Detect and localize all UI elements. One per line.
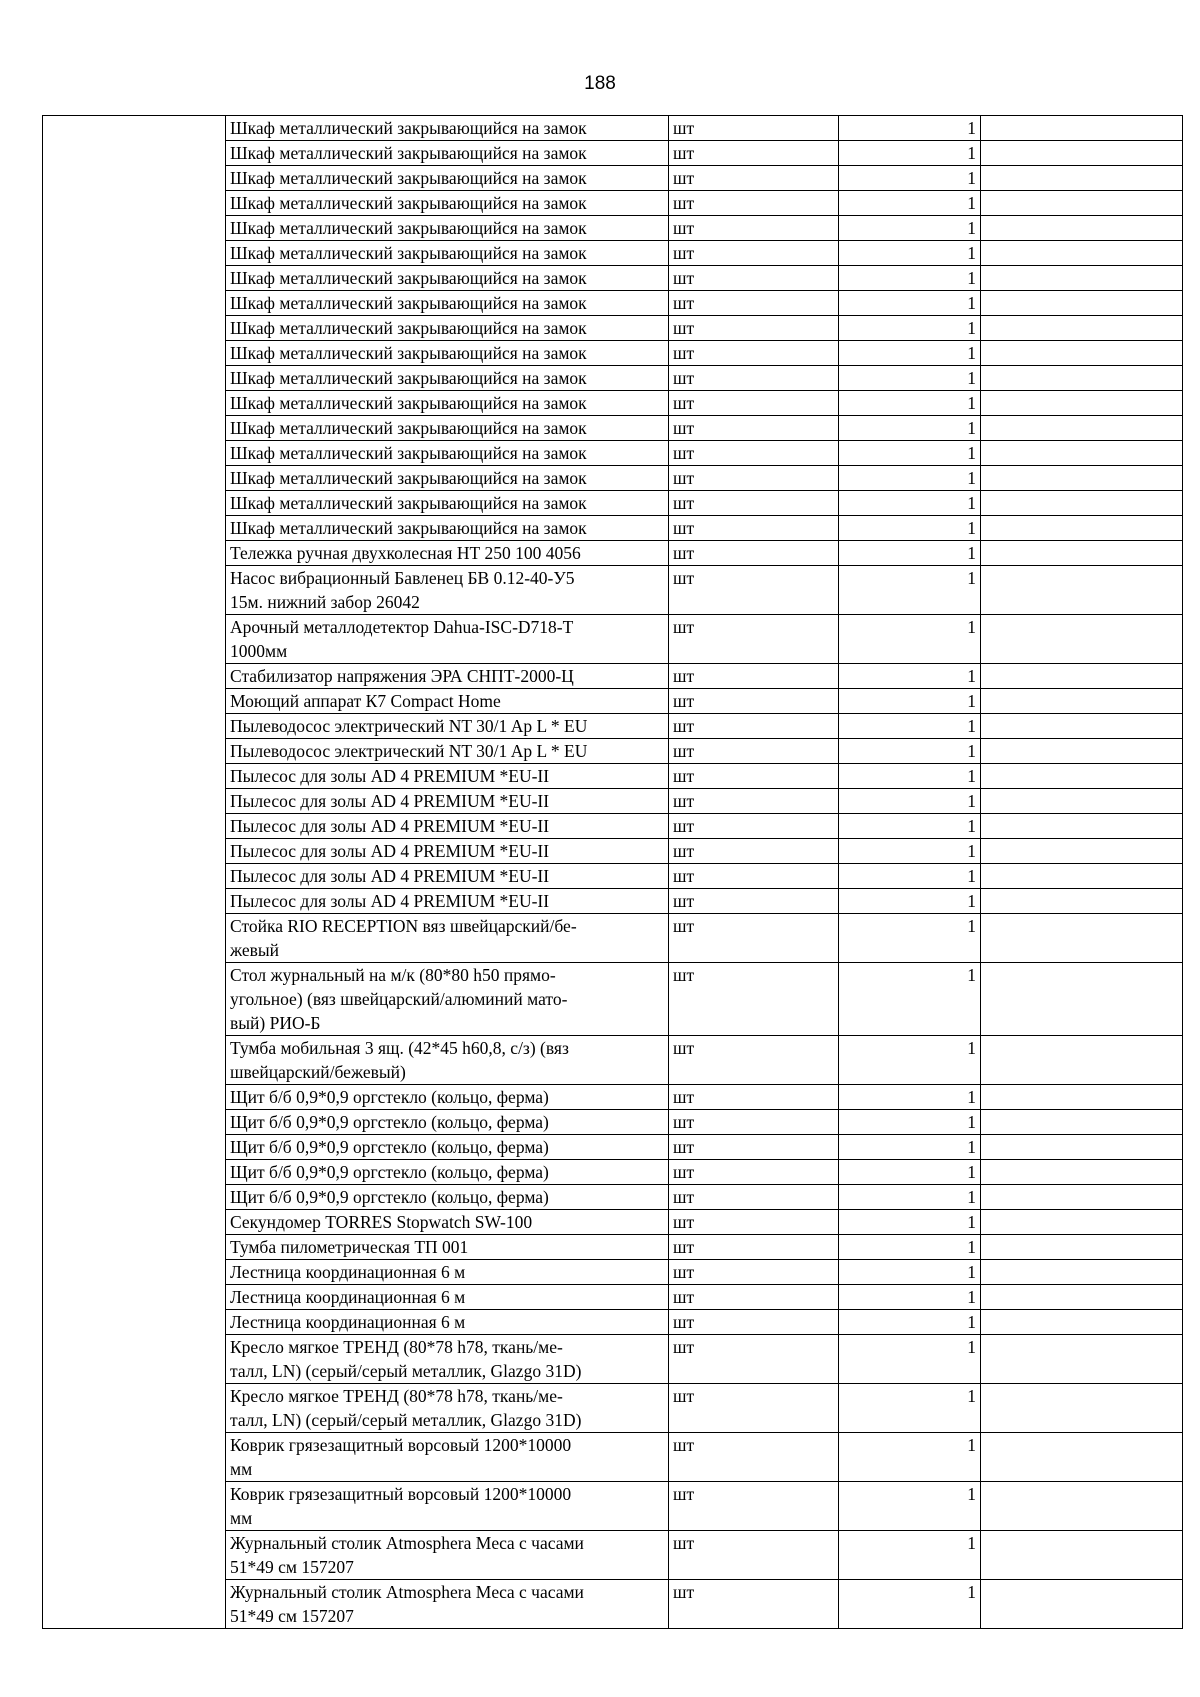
quantity-cell: 1 xyxy=(839,141,981,166)
item-name-cell xyxy=(226,615,669,664)
item-name-line: Пылесос для золы AD 4 PREMIUM *EU-II xyxy=(230,841,550,861)
unit-cell: шт xyxy=(669,1085,839,1110)
quantity-cell: 1 xyxy=(839,1135,981,1160)
item-name-line: Тумба мобильная 3 ящ. (42*45 h60,8, с/з) (вяз xyxy=(230,1038,569,1058)
note-cell xyxy=(981,516,1183,541)
note-cell xyxy=(981,1310,1183,1335)
unit-cell: шт xyxy=(669,1260,839,1285)
item-name-line: Щит б/б 0,9*0,9 оргстекло (кольцо, ферма) xyxy=(230,1137,549,1157)
item-name-line: Шкаф металлический закрывающийся на замок xyxy=(230,318,587,338)
quantity-cell: 1 xyxy=(839,789,981,814)
unit-cell: шт xyxy=(669,216,839,241)
item-name-line: Шкаф металлический закрывающийся на замок xyxy=(230,443,587,463)
unit-cell: шт xyxy=(669,764,839,789)
item-name-cell xyxy=(226,166,669,191)
item-name-line: 1000мм xyxy=(230,641,288,661)
unit-cell: шт xyxy=(669,864,839,889)
item-name-cell xyxy=(226,1110,669,1135)
note-cell xyxy=(981,266,1183,291)
quantity-cell: 1 xyxy=(839,166,981,191)
quantity-cell: 1 xyxy=(839,266,981,291)
note-cell xyxy=(981,1580,1183,1629)
unit-cell: шт xyxy=(669,166,839,191)
unit-cell: шт xyxy=(669,1160,839,1185)
item-name-line: Лестница координационная 6 м xyxy=(230,1312,466,1332)
item-name-line: Журнальный столик Atmosphera Meca с часами xyxy=(230,1582,584,1602)
item-name-line: Шкаф металлический закрывающийся на замок xyxy=(230,293,587,313)
unit-cell: шт xyxy=(669,739,839,764)
item-name-line: Щит б/б 0,9*0,9 оргстекло (кольцо, ферма) xyxy=(230,1187,549,1207)
quantity-cell: 1 xyxy=(839,466,981,491)
item-name-cell xyxy=(226,516,669,541)
note-cell xyxy=(981,789,1183,814)
item-name-line: Шкаф металлический закрывающийся на замок xyxy=(230,118,587,138)
item-name-line: Тумба пилометрическая ТП 001 xyxy=(230,1237,469,1257)
item-name-line: Пылесос для золы AD 4 PREMIUM *EU-II xyxy=(230,816,550,836)
item-name-cell xyxy=(226,739,669,764)
item-name-line: Шкаф металлический закрывающийся на замок xyxy=(230,418,587,438)
item-name-cell xyxy=(226,1185,669,1210)
item-name-line: угольное) (вяз швейцарский/алюминий мато- xyxy=(230,989,568,1009)
note-cell xyxy=(981,216,1183,241)
unit-cell: шт xyxy=(669,789,839,814)
item-name-cell xyxy=(226,1335,669,1384)
item-name-cell xyxy=(226,1260,669,1285)
item-name-line: Шкаф металлический закрывающийся на замок xyxy=(230,193,587,213)
item-name-cell xyxy=(226,466,669,491)
unit-cell: шт xyxy=(669,441,839,466)
note-cell xyxy=(981,1210,1183,1235)
item-name-line: Шкаф металлический закрывающийся на замок xyxy=(230,468,587,488)
quantity-cell: 1 xyxy=(839,1110,981,1135)
item-name-line: талл, LN) (серый/серый металлик, Glazgo 31D) xyxy=(230,1410,582,1430)
quantity-cell: 1 xyxy=(839,1210,981,1235)
item-name-line: Лестница координационная 6 м xyxy=(230,1287,466,1307)
unit-cell: шт xyxy=(669,1433,839,1482)
unit-cell: шт xyxy=(669,466,839,491)
quantity-cell: 1 xyxy=(839,1260,981,1285)
quantity-cell: 1 xyxy=(839,1335,981,1384)
quantity-cell: 1 xyxy=(839,1384,981,1433)
unit-cell: шт xyxy=(669,191,839,216)
unit-cell: шт xyxy=(669,516,839,541)
item-name-line: швейцарский/бежевый) xyxy=(230,1062,406,1082)
quantity-cell: 1 xyxy=(839,116,981,141)
item-name-cell xyxy=(226,491,669,516)
note-cell xyxy=(981,1433,1183,1482)
note-cell xyxy=(981,391,1183,416)
note-cell xyxy=(981,814,1183,839)
unit-cell: шт xyxy=(669,914,839,963)
note-cell xyxy=(981,889,1183,914)
unit-cell: шт xyxy=(669,366,839,391)
quantity-cell: 1 xyxy=(839,191,981,216)
unit-cell: шт xyxy=(669,1110,839,1135)
unit-cell: шт xyxy=(669,1285,839,1310)
note-cell xyxy=(981,1036,1183,1085)
item-name-cell xyxy=(226,1135,669,1160)
quantity-cell: 1 xyxy=(839,316,981,341)
note-cell xyxy=(981,1384,1183,1433)
table-body xyxy=(43,116,1183,1629)
quantity-cell: 1 xyxy=(839,1580,981,1629)
quantity-cell: 1 xyxy=(839,1482,981,1531)
item-name-line: вый) РИО-Б xyxy=(230,1013,321,1033)
quantity-cell: 1 xyxy=(839,541,981,566)
inventory-table xyxy=(42,115,1183,1629)
note-cell xyxy=(981,664,1183,689)
item-name-cell xyxy=(226,689,669,714)
item-name-cell xyxy=(226,764,669,789)
item-name-cell xyxy=(226,963,669,1036)
unit-cell: шт xyxy=(669,416,839,441)
note-cell xyxy=(981,1185,1183,1210)
item-name-line: Щит б/б 0,9*0,9 оргстекло (кольцо, ферма) xyxy=(230,1087,549,1107)
unit-cell: шт xyxy=(669,1310,839,1335)
note-cell xyxy=(981,1135,1183,1160)
note-cell xyxy=(981,1335,1183,1384)
quantity-cell: 1 xyxy=(839,1531,981,1580)
item-name-line: Стабилизатор напряжения ЭРА СНПТ-2000-Ц xyxy=(230,666,574,686)
item-name-cell xyxy=(226,416,669,441)
quantity-cell: 1 xyxy=(839,814,981,839)
item-name-line: Коврик грязезащитный ворсовый 1200*10000 xyxy=(230,1484,572,1504)
item-name-cell xyxy=(226,1160,669,1185)
unit-cell: шт xyxy=(669,664,839,689)
item-name-line: жевый xyxy=(230,940,280,960)
quantity-cell: 1 xyxy=(839,516,981,541)
item-name-cell xyxy=(226,1384,669,1433)
item-name-line: Шкаф металлический закрывающийся на замок xyxy=(230,143,587,163)
item-name-line: Пылеводосос электрический NT 30/1 Ap L * EU xyxy=(230,716,588,736)
item-name-cell xyxy=(226,291,669,316)
unit-cell: шт xyxy=(669,266,839,291)
item-name-cell xyxy=(226,316,669,341)
unit-cell: шт xyxy=(669,1210,839,1235)
item-name-cell xyxy=(226,864,669,889)
item-name-line: Шкаф металлический закрывающийся на замок xyxy=(230,168,587,188)
item-name-line: талл, LN) (серый/серый металлик, Glazgo 31D) xyxy=(230,1361,582,1381)
unit-cell: шт xyxy=(669,1135,839,1160)
note-cell xyxy=(981,366,1183,391)
quantity-cell: 1 xyxy=(839,664,981,689)
unit-cell: шт xyxy=(669,541,839,566)
section-cell xyxy=(43,116,226,1629)
item-name-line: 51*49 см 157207 xyxy=(230,1606,354,1626)
item-name-cell xyxy=(226,714,669,739)
quantity-cell: 1 xyxy=(839,839,981,864)
item-name-cell xyxy=(226,141,669,166)
unit-cell: шт xyxy=(669,491,839,516)
note-cell xyxy=(981,1160,1183,1185)
note-cell xyxy=(981,466,1183,491)
note-cell xyxy=(981,714,1183,739)
item-name-line: 15м. нижний забор 26042 xyxy=(230,592,420,612)
item-name-line: Шкаф металлический закрывающийся на замок xyxy=(230,343,587,363)
note-cell xyxy=(981,914,1183,963)
note-cell xyxy=(981,316,1183,341)
note-cell xyxy=(981,839,1183,864)
item-name-line: Стол журнальный на м/к (80*80 h50 прямо- xyxy=(230,965,556,985)
unit-cell: шт xyxy=(669,1580,839,1629)
note-cell xyxy=(981,241,1183,266)
note-cell xyxy=(981,764,1183,789)
item-name-line: Журнальный столик Atmosphera Meca с часами xyxy=(230,1533,584,1553)
unit-cell: шт xyxy=(669,1235,839,1260)
item-name-cell xyxy=(226,1036,669,1085)
page-number: 188 xyxy=(584,73,616,94)
note-cell xyxy=(981,491,1183,516)
quantity-cell: 1 xyxy=(839,764,981,789)
quantity-cell: 1 xyxy=(839,1235,981,1260)
quantity-cell: 1 xyxy=(839,241,981,266)
item-name-line: мм xyxy=(230,1459,253,1479)
quantity-cell: 1 xyxy=(839,615,981,664)
item-name-line: Моющий аппарат К7 Compact Home xyxy=(230,691,501,711)
item-name-line: Секундомер TORRES Stopwatch SW-100 xyxy=(230,1212,533,1232)
quantity-cell: 1 xyxy=(839,889,981,914)
unit-cell: шт xyxy=(669,689,839,714)
note-cell xyxy=(981,689,1183,714)
item-name-line: Шкаф металлический закрывающийся на замок xyxy=(230,518,587,538)
unit-cell: шт xyxy=(669,116,839,141)
unit-cell: шт xyxy=(669,889,839,914)
item-name-line: Кресло мягкое ТРЕНД (80*78 h78, ткань/ме- xyxy=(230,1386,563,1406)
item-name-line: Щит б/б 0,9*0,9 оргстекло (кольцо, ферма) xyxy=(230,1112,549,1132)
item-name-cell xyxy=(226,191,669,216)
unit-cell: шт xyxy=(669,1036,839,1085)
note-cell xyxy=(981,141,1183,166)
item-name-cell xyxy=(226,814,669,839)
item-name-cell xyxy=(226,1531,669,1580)
item-name-line: Шкаф металлический закрывающийся на замок xyxy=(230,218,587,238)
item-name-cell xyxy=(226,1310,669,1335)
quantity-cell: 1 xyxy=(839,714,981,739)
quantity-cell: 1 xyxy=(839,1085,981,1110)
item-name-cell xyxy=(226,366,669,391)
item-name-cell xyxy=(226,789,669,814)
note-cell xyxy=(981,615,1183,664)
note-cell xyxy=(981,1531,1183,1580)
unit-cell: шт xyxy=(669,391,839,416)
item-name-line: Пылеводосос электрический NT 30/1 Ap L * EU xyxy=(230,741,588,761)
note-cell xyxy=(981,739,1183,764)
quantity-cell: 1 xyxy=(839,739,981,764)
unit-cell: шт xyxy=(669,963,839,1036)
item-name-cell xyxy=(226,1285,669,1310)
unit-cell: шт xyxy=(669,1482,839,1531)
item-name-cell xyxy=(226,116,669,141)
note-cell xyxy=(981,963,1183,1036)
unit-cell: шт xyxy=(669,615,839,664)
item-name-line: Кресло мягкое ТРЕНД (80*78 h78, ткань/ме- xyxy=(230,1337,563,1357)
item-name-line: Арочный металлодетектор Dahua-ISC-D718-T xyxy=(230,617,574,637)
unit-cell: шт xyxy=(669,141,839,166)
note-cell xyxy=(981,566,1183,615)
item-name-cell xyxy=(226,391,669,416)
quantity-cell: 1 xyxy=(839,914,981,963)
item-name-line: Лестница координационная 6 м xyxy=(230,1262,466,1282)
note-cell xyxy=(981,1235,1183,1260)
quantity-cell: 1 xyxy=(839,341,981,366)
item-name-line: Шкаф металлический закрывающийся на замок xyxy=(230,493,587,513)
quantity-cell: 1 xyxy=(839,1160,981,1185)
quantity-cell: 1 xyxy=(839,1433,981,1482)
item-name-line: Коврик грязезащитный ворсовый 1200*10000 xyxy=(230,1435,572,1455)
item-name-line: Пылесос для золы AD 4 PREMIUM *EU-II xyxy=(230,766,550,786)
quantity-cell: 1 xyxy=(839,1310,981,1335)
quantity-cell: 1 xyxy=(839,864,981,889)
item-name-line: Насос вибрационный Бавленец БВ 0.12-40-У5 xyxy=(230,568,575,588)
item-name-cell xyxy=(226,889,669,914)
item-name-cell xyxy=(226,914,669,963)
item-name-line: Пылесос для золы AD 4 PREMIUM *EU-II xyxy=(230,791,550,811)
item-name-cell xyxy=(226,664,669,689)
note-cell xyxy=(981,541,1183,566)
item-name-line: Шкаф металлический закрывающийся на замок xyxy=(230,243,587,263)
quantity-cell: 1 xyxy=(839,566,981,615)
note-cell xyxy=(981,191,1183,216)
note-cell xyxy=(981,1285,1183,1310)
note-cell xyxy=(981,1260,1183,1285)
unit-cell: шт xyxy=(669,341,839,366)
unit-cell: шт xyxy=(669,1384,839,1433)
item-name-cell xyxy=(226,541,669,566)
note-cell xyxy=(981,441,1183,466)
quantity-cell: 1 xyxy=(839,1285,981,1310)
quantity-cell: 1 xyxy=(839,689,981,714)
quantity-cell: 1 xyxy=(839,291,981,316)
item-name-cell xyxy=(226,441,669,466)
note-cell xyxy=(981,1110,1183,1135)
item-name-line: Тележка ручная двухколесная НТ 250 100 4056 xyxy=(230,543,581,563)
note-cell xyxy=(981,341,1183,366)
unit-cell: шт xyxy=(669,814,839,839)
item-name-cell xyxy=(226,1482,669,1531)
item-name-line: 51*49 см 157207 xyxy=(230,1557,354,1577)
item-name-cell xyxy=(226,341,669,366)
item-name-cell xyxy=(226,1235,669,1260)
quantity-cell: 1 xyxy=(839,491,981,516)
quantity-cell: 1 xyxy=(839,216,981,241)
item-name-cell xyxy=(226,266,669,291)
item-name-cell xyxy=(226,1210,669,1235)
note-cell xyxy=(981,291,1183,316)
quantity-cell: 1 xyxy=(839,416,981,441)
quantity-cell: 1 xyxy=(839,366,981,391)
unit-cell: шт xyxy=(669,1531,839,1580)
unit-cell: шт xyxy=(669,316,839,341)
unit-cell: шт xyxy=(669,714,839,739)
item-name-cell xyxy=(226,566,669,615)
item-name-cell xyxy=(226,839,669,864)
unit-cell: шт xyxy=(669,291,839,316)
quantity-cell: 1 xyxy=(839,391,981,416)
item-name-cell xyxy=(226,1433,669,1482)
table-row xyxy=(43,116,1183,141)
note-cell xyxy=(981,1085,1183,1110)
unit-cell: шт xyxy=(669,839,839,864)
note-cell xyxy=(981,416,1183,441)
item-name-line: Шкаф металлический закрывающийся на замок xyxy=(230,368,587,388)
note-cell xyxy=(981,116,1183,141)
item-name-cell xyxy=(226,1580,669,1629)
unit-cell: шт xyxy=(669,241,839,266)
note-cell xyxy=(981,864,1183,889)
item-name-line: Пылесос для золы AD 4 PREMIUM *EU-II xyxy=(230,866,550,886)
unit-cell: шт xyxy=(669,566,839,615)
item-name-cell xyxy=(226,216,669,241)
quantity-cell: 1 xyxy=(839,1185,981,1210)
item-name-line: мм xyxy=(230,1508,253,1528)
unit-cell: шт xyxy=(669,1335,839,1384)
item-name-line: Пылесос для золы AD 4 PREMIUM *EU-II xyxy=(230,891,550,911)
unit-cell: шт xyxy=(669,1185,839,1210)
item-name-line: Щит б/б 0,9*0,9 оргстекло (кольцо, ферма) xyxy=(230,1162,549,1182)
quantity-cell: 1 xyxy=(839,963,981,1036)
quantity-cell: 1 xyxy=(839,441,981,466)
item-name-cell xyxy=(226,1085,669,1110)
note-cell xyxy=(981,166,1183,191)
item-name-line: Шкаф металлический закрывающийся на замок xyxy=(230,268,587,288)
item-name-cell xyxy=(226,241,669,266)
quantity-cell: 1 xyxy=(839,1036,981,1085)
item-name-line: Стойка RIO RECEPTION вяз швейцарский/бе- xyxy=(230,916,577,936)
note-cell xyxy=(981,1482,1183,1531)
item-name-line: Шкаф металлический закрывающийся на замок xyxy=(230,393,587,413)
